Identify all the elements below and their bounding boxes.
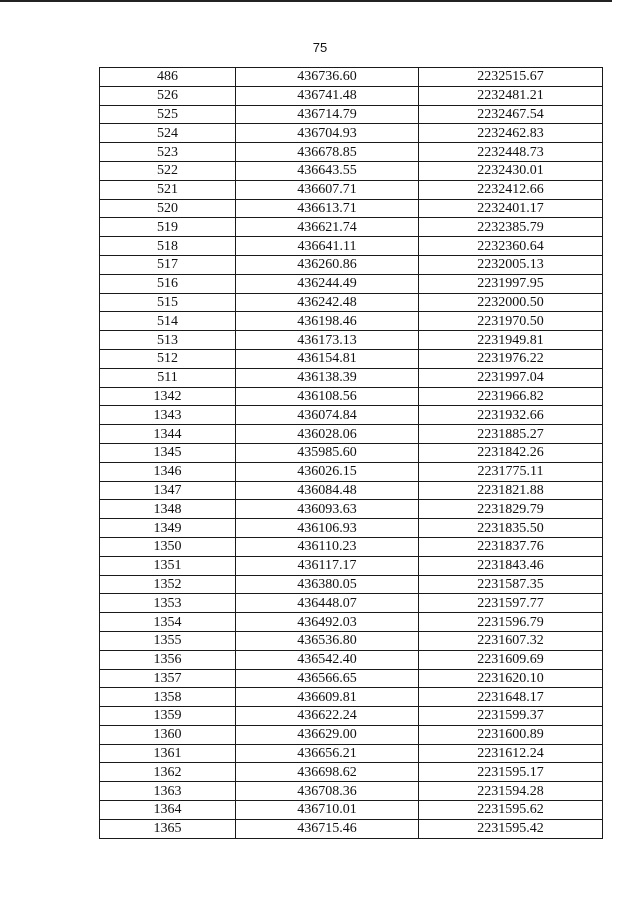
point-id-cell: 1362 [100, 763, 236, 782]
table-row [100, 575, 603, 594]
point-id-cell: 1350 [100, 537, 236, 556]
table-row [100, 631, 603, 650]
table-row [100, 218, 603, 237]
northing-cell: 2231599.37 [419, 707, 603, 726]
table-row [100, 406, 603, 425]
point-id-cell: 1355 [100, 631, 236, 650]
point-id-cell: 1363 [100, 782, 236, 801]
point-id-cell: 1345 [100, 443, 236, 462]
point-id-cell: 1351 [100, 556, 236, 575]
northing-cell: 2232481.21 [419, 86, 603, 105]
table-row [100, 237, 603, 256]
northing-cell: 2232430.01 [419, 161, 603, 180]
point-id-cell: 1359 [100, 707, 236, 726]
table-row [100, 180, 603, 199]
easting-cell: 436715.46 [236, 819, 419, 838]
point-id-cell: 517 [100, 255, 236, 274]
easting-cell: 436106.93 [236, 519, 419, 538]
easting-cell: 436607.71 [236, 180, 419, 199]
easting-cell: 436714.79 [236, 105, 419, 124]
point-id-cell: 522 [100, 161, 236, 180]
northing-cell: 2231595.17 [419, 763, 603, 782]
northing-cell: 2231595.62 [419, 801, 603, 820]
northing-cell: 2231837.76 [419, 537, 603, 556]
point-id-cell: 512 [100, 349, 236, 368]
table-row [100, 312, 603, 331]
table-row [100, 763, 603, 782]
point-id-cell: 1358 [100, 688, 236, 707]
table-row [100, 519, 603, 538]
easting-cell: 435985.60 [236, 443, 419, 462]
point-id-cell: 513 [100, 331, 236, 350]
easting-cell: 436609.81 [236, 688, 419, 707]
point-id-cell: 1347 [100, 481, 236, 500]
point-id-cell: 524 [100, 124, 236, 143]
table-row [100, 425, 603, 444]
easting-cell: 436656.21 [236, 744, 419, 763]
point-id-cell: 1356 [100, 650, 236, 669]
northing-cell: 2232467.54 [419, 105, 603, 124]
northing-cell: 2231595.42 [419, 819, 603, 838]
point-id-cell: 1344 [100, 425, 236, 444]
northing-cell: 2231775.11 [419, 462, 603, 481]
northing-cell: 2231843.46 [419, 556, 603, 575]
northing-cell: 2232005.13 [419, 255, 603, 274]
northing-cell: 2231600.89 [419, 725, 603, 744]
northing-cell: 2231829.79 [419, 500, 603, 519]
easting-cell: 436698.62 [236, 763, 419, 782]
northing-cell: 2232462.83 [419, 124, 603, 143]
northing-cell: 2231609.69 [419, 650, 603, 669]
table-row [100, 86, 603, 105]
point-id-cell: 525 [100, 105, 236, 124]
northing-cell: 2231648.17 [419, 688, 603, 707]
point-id-cell: 1343 [100, 406, 236, 425]
northing-cell: 2231612.24 [419, 744, 603, 763]
easting-cell: 436242.48 [236, 293, 419, 312]
point-id-cell: 520 [100, 199, 236, 218]
easting-cell: 436173.13 [236, 331, 419, 350]
easting-cell: 436108.56 [236, 387, 419, 406]
easting-cell: 436198.46 [236, 312, 419, 331]
easting-cell: 436138.39 [236, 368, 419, 387]
top-border-line [0, 0, 612, 2]
table-row [100, 537, 603, 556]
easting-cell: 436244.49 [236, 274, 419, 293]
northing-cell: 2231842.26 [419, 443, 603, 462]
point-id-cell: 515 [100, 293, 236, 312]
table-row [100, 500, 603, 519]
easting-cell: 436629.00 [236, 725, 419, 744]
point-id-cell: 523 [100, 143, 236, 162]
easting-cell: 436093.63 [236, 500, 419, 519]
page-number: 75 [312, 40, 328, 55]
point-id-cell: 1342 [100, 387, 236, 406]
easting-cell: 436643.55 [236, 161, 419, 180]
northing-cell: 2232448.73 [419, 143, 603, 162]
table-row [100, 331, 603, 350]
table-row [100, 594, 603, 613]
easting-cell: 436613.71 [236, 199, 419, 218]
coordinates-table-body [100, 68, 603, 839]
easting-cell: 436110.23 [236, 537, 419, 556]
point-id-cell: 519 [100, 218, 236, 237]
table-row [100, 801, 603, 820]
point-id-cell: 1348 [100, 500, 236, 519]
easting-cell: 436028.06 [236, 425, 419, 444]
point-id-cell: 518 [100, 237, 236, 256]
northing-cell: 2232385.79 [419, 218, 603, 237]
point-id-cell: 526 [100, 86, 236, 105]
table-row [100, 199, 603, 218]
point-id-cell: 521 [100, 180, 236, 199]
easting-cell: 436448.07 [236, 594, 419, 613]
northing-cell: 2231597.77 [419, 594, 603, 613]
northing-cell: 2231620.10 [419, 669, 603, 688]
easting-cell: 436678.85 [236, 143, 419, 162]
northing-cell: 2231997.04 [419, 368, 603, 387]
easting-cell: 436704.93 [236, 124, 419, 143]
point-id-cell: 514 [100, 312, 236, 331]
point-id-cell: 486 [100, 68, 236, 87]
northing-cell: 2232000.50 [419, 293, 603, 312]
table-row [100, 782, 603, 801]
northing-cell: 2231997.95 [419, 274, 603, 293]
table-row [100, 255, 603, 274]
easting-cell: 436492.03 [236, 613, 419, 632]
table-row [100, 725, 603, 744]
point-id-cell: 1361 [100, 744, 236, 763]
point-id-cell: 1352 [100, 575, 236, 594]
table-row [100, 556, 603, 575]
point-id-cell: 1364 [100, 801, 236, 820]
table-row [100, 124, 603, 143]
northing-cell: 2231976.22 [419, 349, 603, 368]
table-row [100, 819, 603, 838]
table-row [100, 481, 603, 500]
northing-cell: 2231594.28 [419, 782, 603, 801]
table-row [100, 161, 603, 180]
table-row [100, 650, 603, 669]
northing-cell: 2231966.82 [419, 387, 603, 406]
table-row [100, 688, 603, 707]
northing-cell: 2231835.50 [419, 519, 603, 538]
table-row [100, 707, 603, 726]
easting-cell: 436622.24 [236, 707, 419, 726]
table-row [100, 293, 603, 312]
table-row [100, 143, 603, 162]
northing-cell: 2231970.50 [419, 312, 603, 331]
northing-cell: 2231607.32 [419, 631, 603, 650]
northing-cell: 2231932.66 [419, 406, 603, 425]
point-id-cell: 1365 [100, 819, 236, 838]
northing-cell: 2232515.67 [419, 68, 603, 87]
easting-cell: 436154.81 [236, 349, 419, 368]
point-id-cell: 1357 [100, 669, 236, 688]
northing-cell: 2231596.79 [419, 613, 603, 632]
easting-cell: 436084.48 [236, 481, 419, 500]
table-row [100, 387, 603, 406]
northing-cell: 2232401.17 [419, 199, 603, 218]
northing-cell: 2231949.81 [419, 331, 603, 350]
table-row [100, 68, 603, 87]
easting-cell: 436542.40 [236, 650, 419, 669]
northing-cell: 2232360.64 [419, 237, 603, 256]
point-id-cell: 1354 [100, 613, 236, 632]
easting-cell: 436074.84 [236, 406, 419, 425]
easting-cell: 436380.05 [236, 575, 419, 594]
coordinates-table [99, 67, 603, 839]
northing-cell: 2231821.88 [419, 481, 603, 500]
table-row [100, 349, 603, 368]
table-row [100, 613, 603, 632]
table-row [100, 368, 603, 387]
northing-cell: 2231587.35 [419, 575, 603, 594]
table-row [100, 462, 603, 481]
easting-cell: 436566.65 [236, 669, 419, 688]
easting-cell: 436026.15 [236, 462, 419, 481]
easting-cell: 436536.80 [236, 631, 419, 650]
table-row [100, 744, 603, 763]
northing-cell: 2231885.27 [419, 425, 603, 444]
easting-cell: 436260.86 [236, 255, 419, 274]
point-id-cell: 516 [100, 274, 236, 293]
point-id-cell: 1349 [100, 519, 236, 538]
easting-cell: 436117.17 [236, 556, 419, 575]
easting-cell: 436710.01 [236, 801, 419, 820]
easting-cell: 436741.48 [236, 86, 419, 105]
point-id-cell: 511 [100, 368, 236, 387]
table-row [100, 669, 603, 688]
easting-cell: 436708.36 [236, 782, 419, 801]
point-id-cell: 1353 [100, 594, 236, 613]
point-id-cell: 1360 [100, 725, 236, 744]
easting-cell: 436736.60 [236, 68, 419, 87]
table-row [100, 274, 603, 293]
northing-cell: 2232412.66 [419, 180, 603, 199]
easting-cell: 436621.74 [236, 218, 419, 237]
table-row [100, 105, 603, 124]
point-id-cell: 1346 [100, 462, 236, 481]
easting-cell: 436641.11 [236, 237, 419, 256]
table-row [100, 443, 603, 462]
